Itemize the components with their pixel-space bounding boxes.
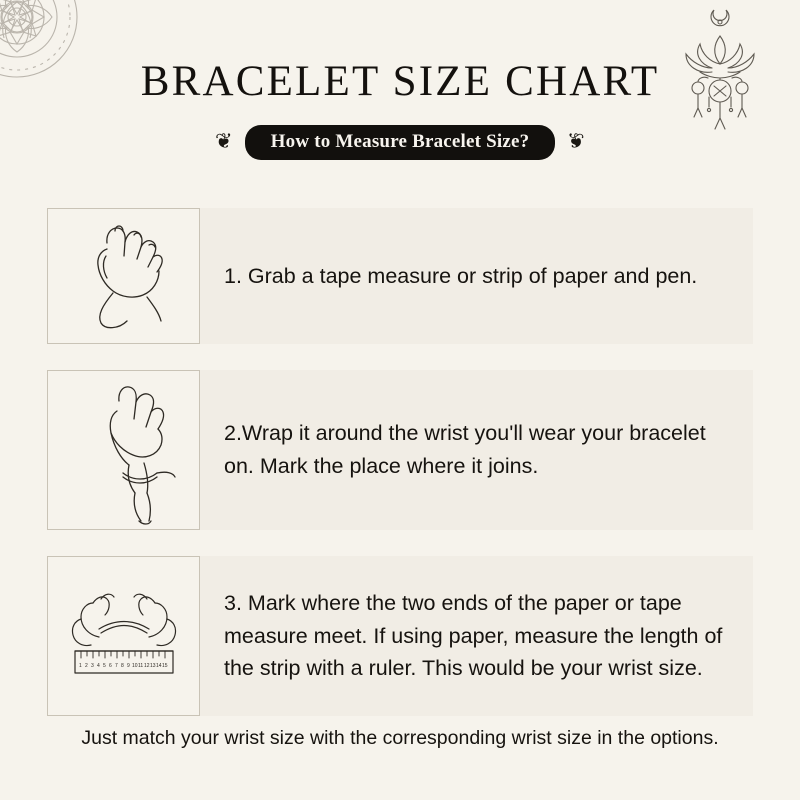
hands-measuring-strip-with-ruler-illustration: [47, 556, 200, 716]
flourish-left-icon: ❦: [215, 129, 233, 153]
svg-text:2: 2: [84, 663, 88, 669]
svg-text:10: 10: [131, 663, 138, 669]
flourish-right-icon: ❦: [567, 129, 585, 153]
step-text: 1. Grab a tape measure or strip of paper and pen.: [224, 263, 698, 288]
svg-text:6: 6: [108, 663, 112, 669]
svg-text:12: 12: [143, 663, 150, 669]
svg-text:13: 13: [149, 663, 156, 669]
svg-text:1: 1: [78, 663, 82, 669]
svg-text:3: 3: [90, 663, 94, 669]
svg-text:15: 15: [161, 663, 168, 669]
list-item: [47, 556, 753, 716]
svg-text:5: 5: [102, 663, 106, 669]
step-text: 2.Wrap it around the wrist you'll wear your bracelet on. Mark the place where it joins.: [224, 421, 706, 478]
steps-list: [47, 208, 753, 742]
list-item: [47, 208, 753, 344]
svg-text:9: 9: [126, 663, 130, 669]
svg-text:11: 11: [137, 663, 143, 669]
footnote-text: Just match your wrist size with the corresponding wrist size in the options.: [81, 727, 719, 749]
svg-text:4: 4: [96, 663, 100, 669]
subtitle-badge: How to Measure Bracelet Size?: [245, 125, 556, 160]
svg-text:7: 7: [114, 663, 118, 669]
subtitle-row: [0, 125, 800, 160]
hand-wrapping-wrist-illustration: [47, 370, 200, 530]
svg-text:8: 8: [120, 663, 124, 669]
step-text: 3. Mark where the two ends of the paper or tape measure meet. If using paper, measure the length of the strip with a ruler. This would be your wrist size.: [224, 590, 723, 681]
hand-with-tape-measure-illustration: [47, 208, 200, 344]
list-item: [47, 370, 753, 530]
page-title: BRACELET SIZE CHART: [140, 58, 660, 105]
svg-text:14: 14: [155, 663, 162, 669]
